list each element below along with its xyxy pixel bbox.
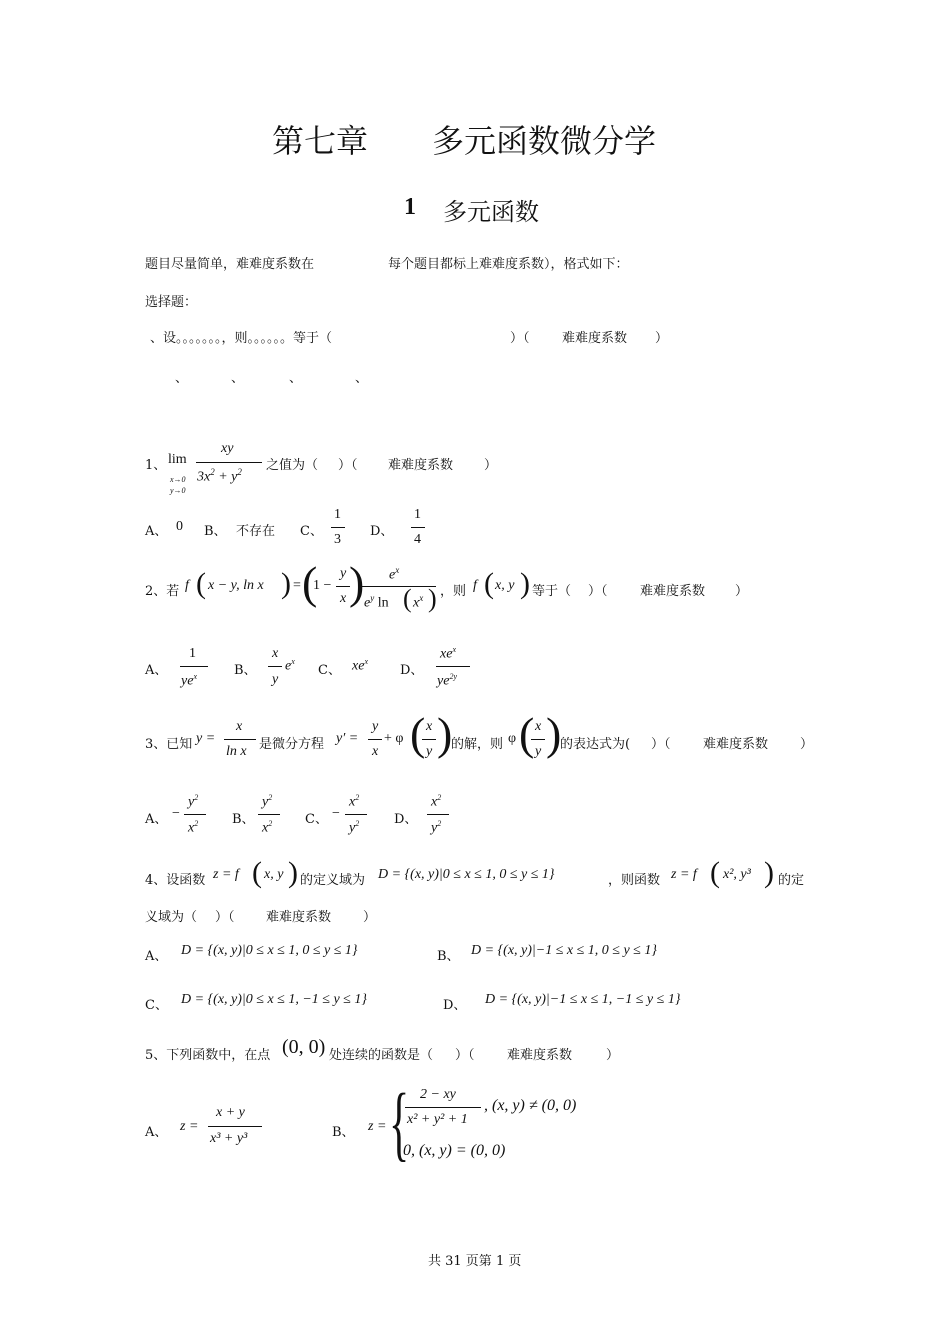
q1-option-b-label: B、 <box>204 524 227 539</box>
q3-option-a-bar <box>184 814 206 815</box>
q5-option-a-num: x + y <box>216 1105 245 1120</box>
q3-option-d-num: $x^2$ <box>431 793 442 810</box>
q5-option-a-label: A、 <box>145 1125 168 1140</box>
q3-option-a-den: $x^2$ <box>188 819 199 836</box>
q2-option-b-exp: $e^x$ <box>285 657 295 674</box>
q2-option-b-den: y <box>272 672 279 687</box>
option-mark: 、 <box>355 371 369 386</box>
section-title: 多元函数 <box>443 200 539 226</box>
q3-inner-den: y <box>426 744 433 759</box>
q4-z-eq: z = f <box>213 867 239 882</box>
q4-option-a-label: A、 <box>145 949 168 964</box>
q2-difficulty: 难难度系数 <box>640 584 706 599</box>
q2-eq: = <box>293 578 301 593</box>
q5-option-b-label: B、 <box>332 1125 355 1140</box>
q5-option-b-brace: { <box>389 1077 410 1170</box>
q2-paren2-right: ) <box>520 567 530 600</box>
q3-option-b-den: $x^2$ <box>262 819 273 836</box>
q3-option-a-num: $y^2$ <box>188 793 199 810</box>
q1-option-d-num: 1 <box>414 507 421 522</box>
q1-option-c-den: 3 <box>334 532 341 547</box>
q2-paren-right: ) <box>281 567 291 600</box>
q3-option-d-bar <box>427 814 449 815</box>
q4-option-a-value: D = {(x, y)|0 ≤ x ≤ 1, 0 ≤ y ≤ 1} <box>181 943 358 958</box>
q5-option-b-z: z = <box>368 1119 387 1134</box>
q3-option-c-num: $x^2$ <box>349 793 360 810</box>
q2-text: 等于（ <box>532 584 572 599</box>
q4-option-c-value: D = {(x, y)|0 ≤ x ≤ 1, −1 ≤ y ≤ 1} <box>181 992 367 1007</box>
q2-end: ） <box>735 584 749 599</box>
option-mark: 、 <box>289 371 303 386</box>
q4-text2: ，则函数 <box>608 873 661 888</box>
q3-option-b-label: B、 <box>232 812 255 827</box>
q1-denominator: $3x^2 + y^2$ <box>197 467 242 485</box>
q3-inner-den2: y <box>535 744 542 759</box>
q5-option-b-num: 2 − xy <box>420 1087 456 1102</box>
q1-difficulty: 难难度系数 <box>388 458 454 473</box>
q2-option-b-num: x <box>272 646 279 661</box>
q4-end: ） <box>363 910 377 925</box>
q4-args2: x², y³ <box>723 867 751 882</box>
q3-frac-den: ln x <box>226 744 247 759</box>
q3-frac-bar <box>224 739 256 740</box>
template-difficulty: 难难度系数 <box>562 331 628 346</box>
q2-big-paren-right: ) <box>349 557 365 608</box>
q4-z-eq2: z = f <box>671 867 697 882</box>
q5-difficulty: 难难度系数 <box>507 1048 573 1063</box>
q1-lim-sub-x: x→0 <box>170 475 186 484</box>
q4-paren-left: ( <box>252 856 262 889</box>
q2-y: y <box>340 566 347 581</box>
option-mark: 、 <box>175 371 189 386</box>
q5-option-a-z: z = <box>180 1119 199 1134</box>
q2-paren-left: ( <box>196 567 206 600</box>
q2-paren2-left: ( <box>484 567 494 600</box>
q2-numerator: $e^x$ <box>389 565 400 583</box>
q3-y-eq: y = <box>196 731 216 746</box>
q3-option-c-bar <box>345 814 367 815</box>
q2-denominator: $e^y$ ln <box>364 593 389 611</box>
q1-number: 1、 <box>145 458 167 473</box>
q4-domain: D = {(x, y)|0 ≤ x ≤ 1, 0 ≤ y ≤ 1} <box>378 867 555 882</box>
q3-phi: φ <box>508 731 517 746</box>
q2-big-paren-left: ( <box>302 557 318 608</box>
q4-option-d-label: D、 <box>443 998 467 1013</box>
q4-option-b-label: B、 <box>437 949 460 964</box>
q2-option-a-den: $ye^x$ <box>181 672 197 689</box>
template-line: 、设。。。。。。。，则。。。。。。等于（ <box>150 331 333 346</box>
q5-option-b-case1: , (x, y) ≠ (0, 0) <box>484 1097 577 1114</box>
q3-x: x <box>372 744 379 759</box>
q3-option-a-label: A、 <box>145 812 168 827</box>
q1-option-d-den: 4 <box>414 532 421 547</box>
q4-number: 4、设函数 <box>145 873 206 888</box>
q2-comma-then: ，则 <box>440 584 467 599</box>
q2-option-a-bar <box>180 666 208 667</box>
q1-option-c-num: 1 <box>334 507 341 522</box>
q4-args: x, y <box>264 867 284 882</box>
q1-end: ） <box>484 458 498 473</box>
q4-paren2-left: ( <box>710 856 720 889</box>
q3-y: y <box>372 719 379 734</box>
q2-option-a-label: A、 <box>145 663 168 678</box>
intro-note-b: 每个题目都标上难难度系数），格式如下： <box>388 257 629 272</box>
choice-label: 选择题： <box>145 295 198 310</box>
q1-numerator: xy <box>221 441 234 456</box>
q1-option-b-value: 不存在 <box>236 524 276 539</box>
q4-paren2-right: ) <box>764 856 774 889</box>
q2-number: 2、若 <box>145 584 180 599</box>
q5-point: (0, 0) <box>282 1036 326 1058</box>
q1-text: 之值为（ <box>266 458 319 473</box>
q1-lim: lim <box>168 452 187 467</box>
section-number: 1 <box>404 194 416 220</box>
q2-option-c-value: $xe^x$ <box>352 657 368 674</box>
q3-plus-phi: + φ <box>384 731 404 746</box>
q2-option-d-label: D、 <box>400 663 424 678</box>
q2-bar2 <box>362 586 436 587</box>
q4-line2: 义域为（ <box>145 910 198 925</box>
q3-blank-close: ）（ <box>651 737 671 752</box>
q2-args: x − y, ln x <box>208 578 264 593</box>
q4-option-d-value: D = {(x, y)|−1 ≤ x ≤ 1, −1 ≤ y ≤ 1} <box>485 992 681 1007</box>
q4-blank-close: ）（ <box>215 910 235 925</box>
q2-f: f <box>185 578 189 593</box>
q5-text: 处连续的函数是（ <box>329 1048 434 1063</box>
q5-option-a-den: x³ + y³ <box>210 1131 248 1146</box>
q3-end: ） <box>800 737 814 752</box>
q2-args2: x, y <box>495 578 515 593</box>
q3-option-d-den: $y^2$ <box>431 819 442 836</box>
q1-blank-close: ）（ <box>338 458 358 473</box>
q2-option-c-label: C、 <box>318 663 341 678</box>
q5-option-b-den: x² + y² + 1 <box>407 1112 468 1127</box>
q3-inner-num2: x <box>535 719 542 734</box>
q2-option-b-bar <box>268 666 282 667</box>
q1-option-c-label: C、 <box>300 524 323 539</box>
q5-option-b-bar <box>405 1107 481 1108</box>
q2-blank-close: ）（ <box>588 584 608 599</box>
q4-option-b-value: D = {(x, y)|−1 ≤ x ≤ 1, 0 ≤ y ≤ 1} <box>471 943 657 958</box>
q4-paren-right: ) <box>288 856 298 889</box>
q2-den-paren-left: ( <box>403 584 412 613</box>
q2-option-d-bar <box>436 666 470 667</box>
q2-option-a-num: 1 <box>189 646 196 661</box>
q3-paren1-left: ( <box>410 708 426 759</box>
q3-option-c-den: $y^2$ <box>349 819 360 836</box>
q3-option-c-sign: − <box>332 806 340 821</box>
q4-option-c-label: C、 <box>145 998 168 1013</box>
q5-option-b-case2: 0, (x, y) = (0, 0) <box>403 1142 506 1159</box>
q3-option-d-label: D、 <box>394 812 418 827</box>
option-mark: 、 <box>231 371 245 386</box>
template-end: ） <box>655 331 669 346</box>
q3-option-b-num: $y^2$ <box>262 793 273 810</box>
q1-option-a-value: 0 <box>176 519 183 534</box>
q3-paren1-right: ) <box>437 708 453 759</box>
q3-number: 3、已知 <box>145 737 193 752</box>
q5-number: 5、下列函数中，在点 <box>145 1048 271 1063</box>
q3-text1: 是微分方程 <box>259 737 325 752</box>
q3-frac-num: x <box>236 719 243 734</box>
q3-option-b-bar <box>258 814 280 815</box>
q2-x: x <box>340 591 347 606</box>
q4-text3: 的定 <box>778 873 805 888</box>
q1-option-d-label: D、 <box>370 524 394 539</box>
q2-f2: f <box>473 578 477 593</box>
q5-option-a-bar <box>208 1126 262 1127</box>
q3-yprime: y′ = <box>336 731 359 746</box>
q3-option-a-sign: − <box>172 806 180 821</box>
q1-option-a-label: A、 <box>145 524 168 539</box>
q3-paren2-right: ) <box>546 708 562 759</box>
intro-note-a: 题目尽量简单，难难度系数在 <box>145 257 315 272</box>
q3-difficulty: 难难度系数 <box>703 737 769 752</box>
template-close: ）（ <box>510 331 530 346</box>
q2-option-d-num: $xe^x$ <box>440 645 456 662</box>
q1-option-c-bar <box>331 527 345 528</box>
q5-blank-close: ）（ <box>455 1048 475 1063</box>
q3-bar3 <box>531 739 545 740</box>
q2-den-x: $x^x$ <box>413 593 424 611</box>
q2-bar1 <box>336 586 350 587</box>
q2-one-minus: 1 − <box>313 578 332 593</box>
q5-end: ） <box>606 1048 620 1063</box>
q3-text2: 的解，则 <box>451 737 504 752</box>
q2-option-b-label: B、 <box>234 663 257 678</box>
q3-bar2 <box>422 739 436 740</box>
q1-option-d-bar <box>411 527 425 528</box>
q3-option-c-label: C、 <box>305 812 328 827</box>
q2-den-paren-right: ) <box>428 584 437 613</box>
q4-text1: 的定义域为 <box>300 873 366 888</box>
q4-difficulty: 难难度系数 <box>266 910 332 925</box>
q2-option-d-den: $ye^{2y}$ <box>437 672 457 689</box>
page-footer: 共 31 页第 1 页 <box>428 1254 522 1269</box>
q3-text3: 的表达式为( <box>560 737 631 752</box>
chapter-subject: 多元函数微分学 <box>432 123 657 159</box>
q3-bar1 <box>368 739 382 740</box>
q1-fraction-bar <box>196 462 262 463</box>
q3-inner-num: x <box>426 719 433 734</box>
q1-lim-sub-y: y→0 <box>170 486 186 495</box>
q3-paren2-left: ( <box>519 708 535 759</box>
chapter-title: 第七章 <box>272 123 369 159</box>
